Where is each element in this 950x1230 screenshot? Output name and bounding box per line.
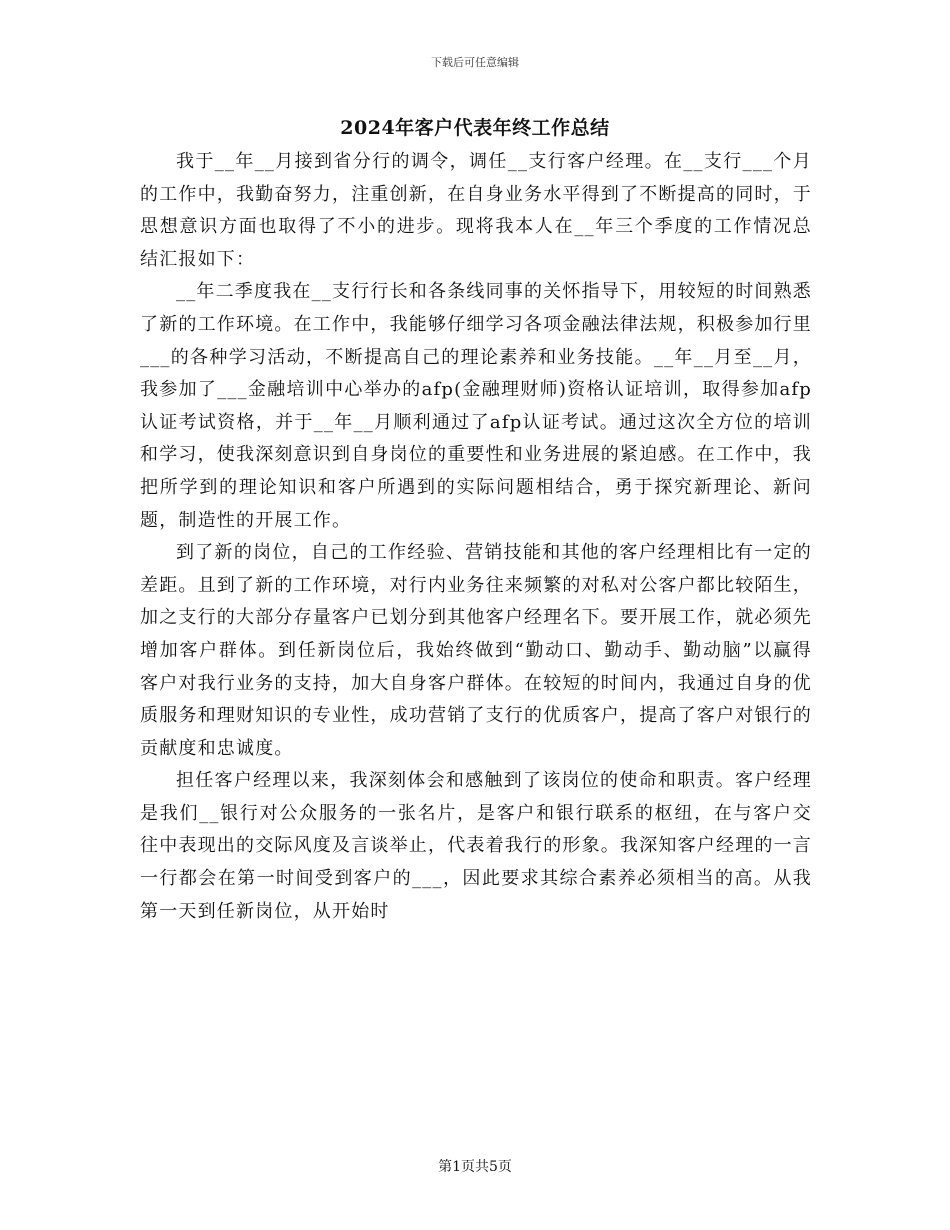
paragraph: 到了新的岗位，自己的工作经验、营销技能和其他的客户经理相比有一定的差距。且到了新的工作环境，对行内业务往来频繁的对私对公客户都比较陌生，加之支行的大部分存量客户已划分到其他客户经理名下。要开展工作，就必须先增加客户群体。到任新岗位后，我始终做到“勤动口、勤动手、勤动脑”以赢得客户对我行业务的支持，加大自身客户群体。在较短的时间内，我通过自身的优质服务和理财知识的专业性，成功营销了支行的优质客户，提高了客户对银行的贡献度和忠诚度。 [140,542,812,759]
document-title: 2024年客户代表年终工作总结 [340,117,610,139]
header-note: 下载后可任意编辑 [431,56,519,69]
paragraph: 担任客户经理以来，我深刻体会和感触到了该岗位的使命和职责。客户经理是我们__银行对公众服务的一张名片，是客户和银行联系的枢纽，在与客户交往中表现出的交际风度及言谈举止，代表着我行的形象。我深知客户经理的一言一行都会在第一时间受到客户的___，因此要求其综合素养必须相当的高。从我第一天到任新岗位，从开始时 [140,770,812,922]
document-body [140,146,812,928]
paragraph: __年二季度我在__支行行长和各条线同事的关怀指导下，用较短的时间熟悉了新的工作环境。在工作中，我能够仔细学习各项金融法律法规，积极参加行里___的各种学习活动，不断提高自己的理论素养和业务技能。__年__月至__月，我参加了___金融培训中心举办的afp(金融理财师)资格认证培训，取得参加afp认证考试资格，并于__年__月顺利通过了afp认证考试。通过这次全方位的培训和学习，使我深刻意识到自身岗位的重要性和业务进展的紧迫感。在工作中，我把所学到的理论知识和客户所遇到的实际问题相结合，勇于探究新理论、新问题，制造性的开展工作。 [140,281,812,531]
paragraph: 我于__年__月接到省分行的调令，调任__支行客户经理。在__支行___个月的工作中，我勤奋努力，注重创新，在自身业务水平得到了不断提高的同时，于思想意识方面也取得了不小的进步。现将我本人在__年三个季度的工作情况总结汇报如下： [140,151,812,270]
page-number-footer: 第1页共5页 [438,1159,512,1175]
